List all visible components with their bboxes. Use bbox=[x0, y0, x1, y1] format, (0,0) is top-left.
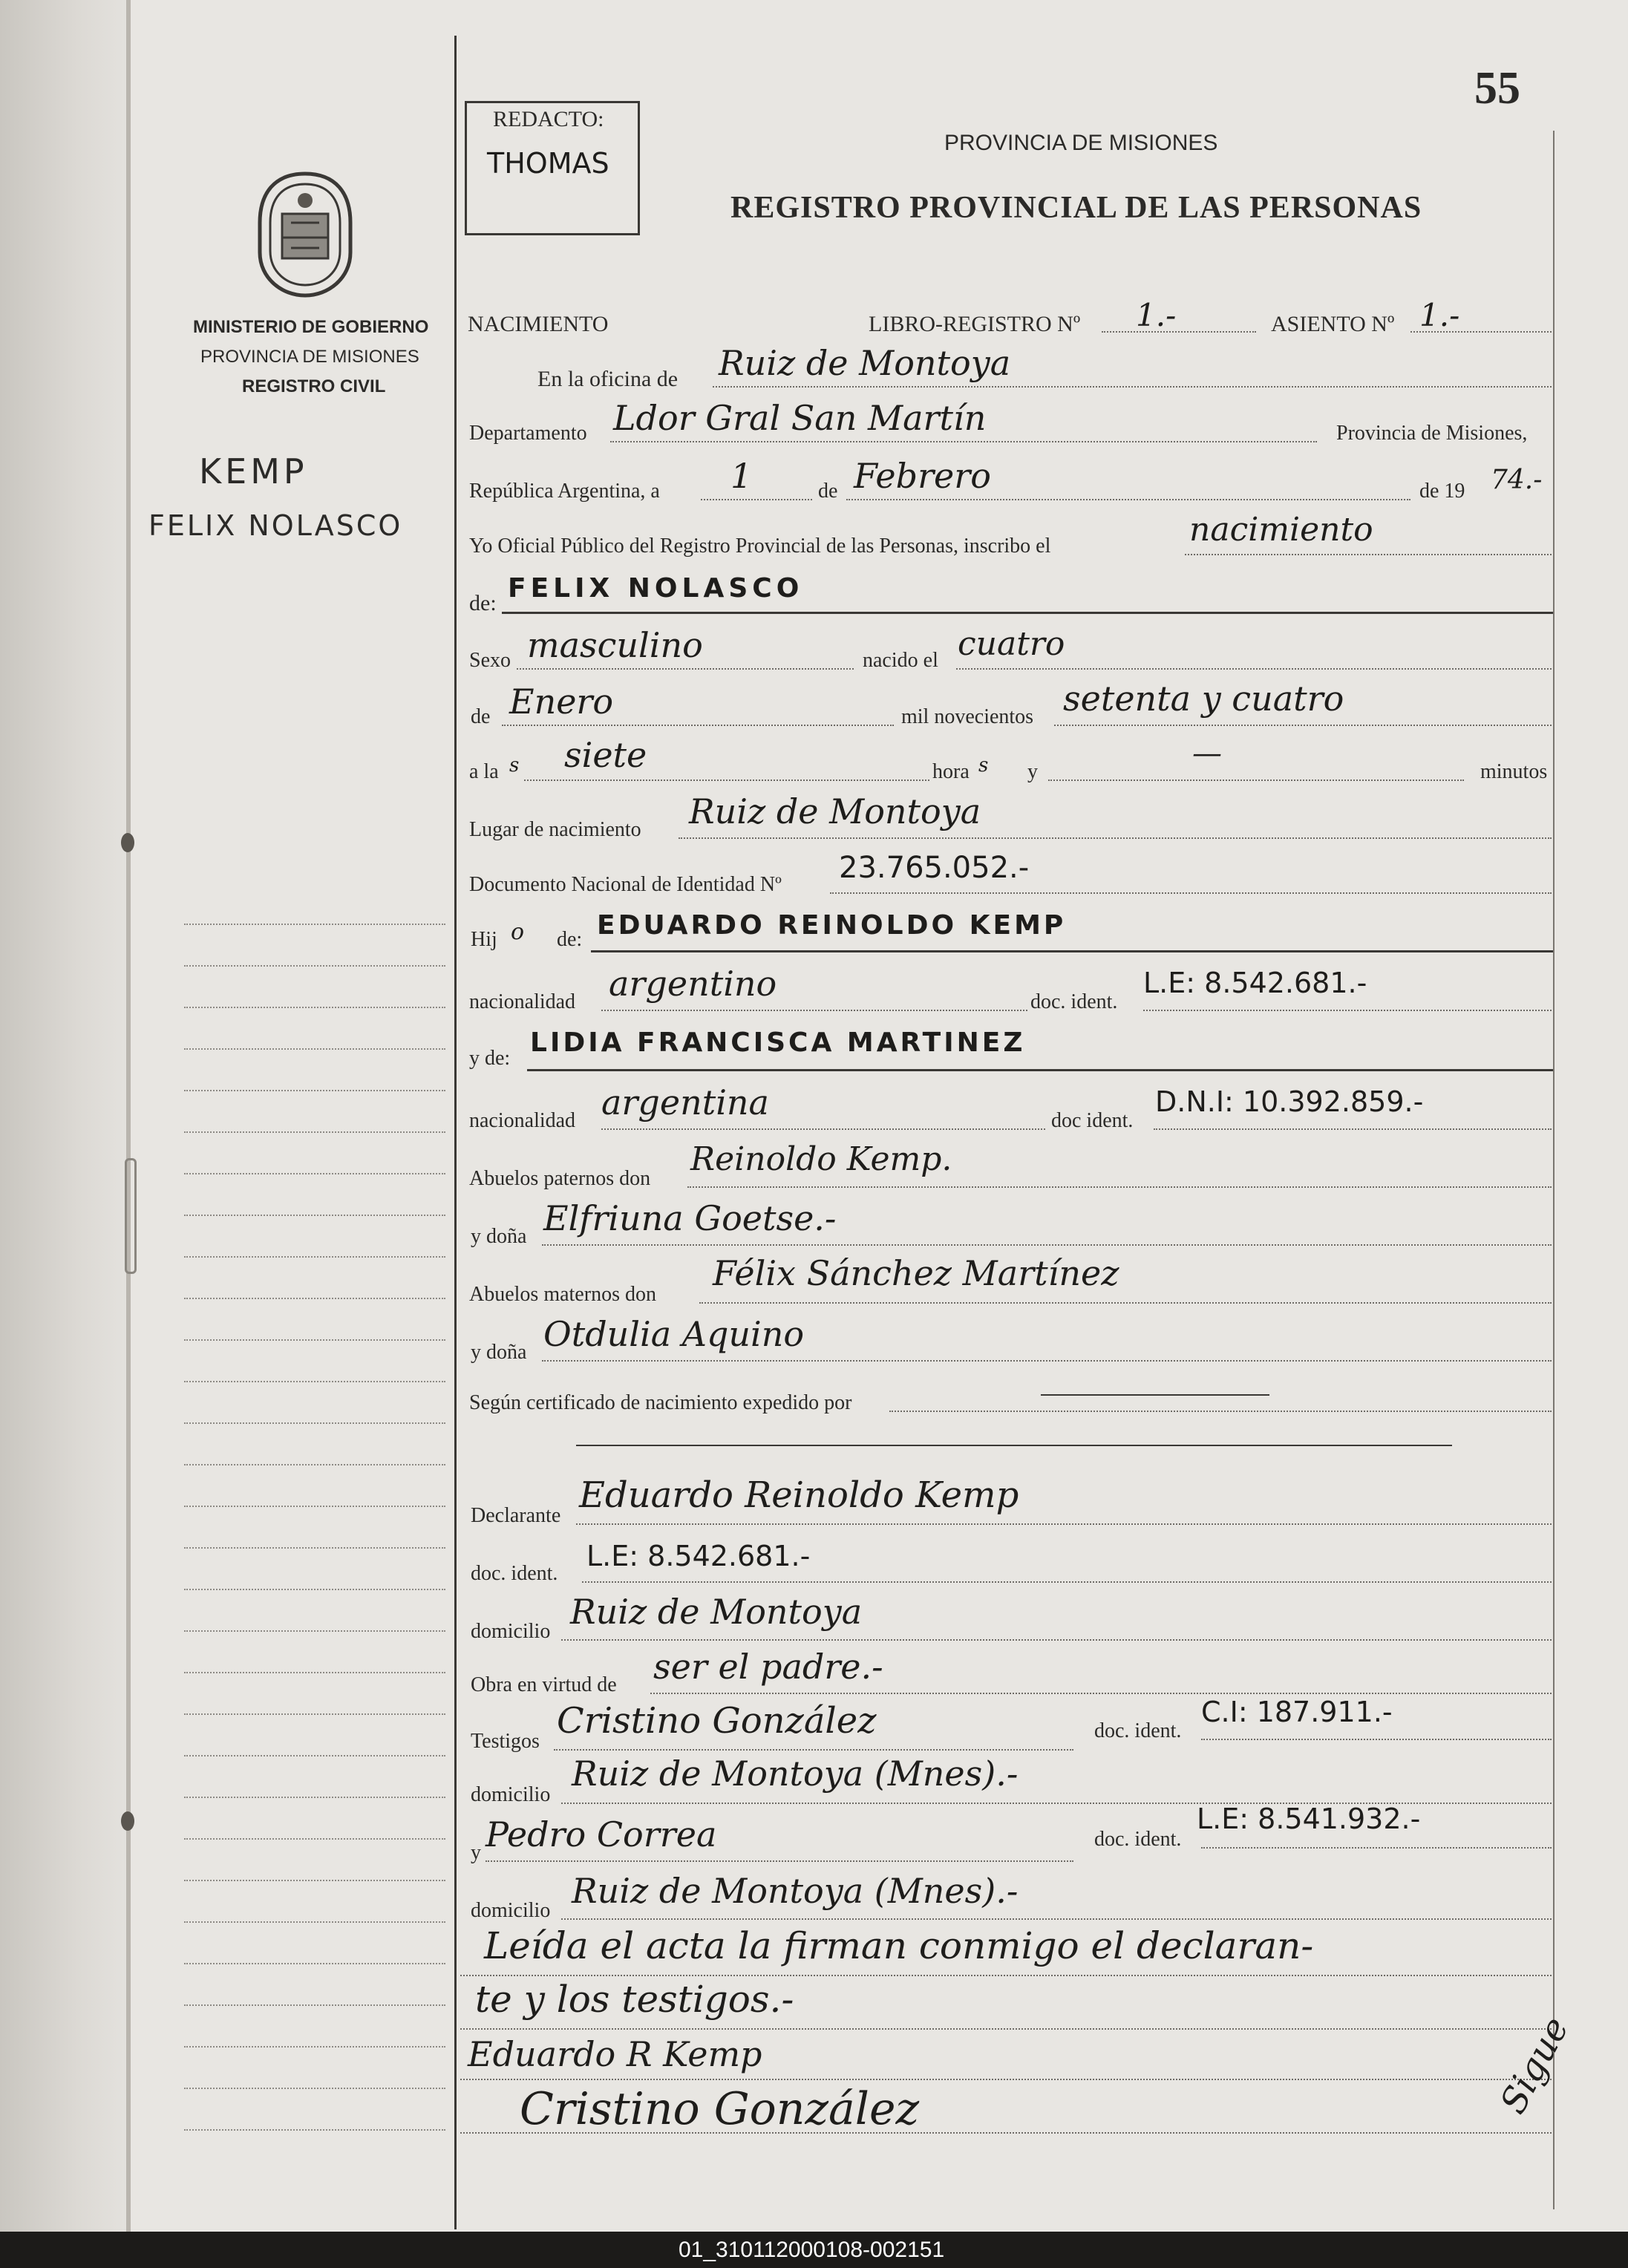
inscribo-dotline bbox=[1185, 554, 1552, 555]
margin-surname: KEMP bbox=[199, 451, 308, 491]
madre-nac-value: argentina bbox=[601, 1082, 769, 1122]
oficina-value: Ruiz de Montoya bbox=[719, 343, 1011, 383]
testigos-label: Testigos bbox=[471, 1730, 540, 1753]
provincia-label: Provincia de Misiones, bbox=[1336, 422, 1528, 445]
closing-2-dotline bbox=[460, 2028, 1552, 2030]
spine-edge bbox=[126, 0, 131, 2232]
ala-label: a la bbox=[469, 760, 499, 783]
obra-value: ser el padre.- bbox=[653, 1647, 883, 1687]
abuelos-mat-label: Abuelos maternos don bbox=[469, 1283, 656, 1306]
abuelo-mat-value: Félix Sánchez Martínez bbox=[713, 1253, 1119, 1293]
horas-label: hora bbox=[932, 760, 970, 783]
decl-doc-label: doc. ident. bbox=[471, 1562, 558, 1585]
ministry-line-3: REGISTRO CIVIL bbox=[242, 376, 386, 396]
testigo2-doc-label: doc. ident. bbox=[1094, 1828, 1182, 1851]
hijo-de-label: de: bbox=[557, 928, 583, 951]
oficial-text: Yo Oficial Público del Registro Provincial de las Personas, inscribo el bbox=[469, 535, 1051, 558]
testigo1-dotline bbox=[554, 1749, 1073, 1751]
madre-value: LIDIA FRANCISCA MARTINEZ bbox=[530, 1027, 1026, 1058]
closing-line-2: te y los testigos.- bbox=[475, 1978, 794, 2021]
madre-line bbox=[527, 1069, 1553, 1071]
closing-line-1: Leída el acta la firman conmigo el declaran- bbox=[484, 1924, 1314, 1967]
segun-dotline bbox=[889, 1411, 1552, 1412]
nombre-value: FELIX NOLASCO bbox=[508, 573, 804, 604]
testigo2-doc-value: L.E: 8.541.932.- bbox=[1197, 1803, 1421, 1835]
y2-label: y bbox=[471, 1841, 481, 1864]
mes-nac-dotline bbox=[502, 725, 894, 726]
hijo-label: Hij bbox=[471, 928, 497, 951]
testigo2-dom-value: Ruiz de Montoya (Mnes).- bbox=[572, 1871, 1019, 1911]
minutos-value: — bbox=[1192, 736, 1222, 771]
page-number: 55 bbox=[1474, 63, 1520, 114]
abuelos-pat-label: Abuelos paternos don bbox=[469, 1167, 651, 1190]
segun-underline bbox=[1041, 1394, 1269, 1396]
book-spine bbox=[0, 0, 130, 2232]
decl-dom-label: domicilio bbox=[471, 1620, 551, 1643]
padre-doc-dotline bbox=[1143, 1010, 1552, 1011]
ydona2-label: y doña bbox=[471, 1341, 527, 1364]
redacto-name: THOMAS bbox=[487, 147, 609, 180]
horas-suffix: s bbox=[978, 754, 989, 777]
libro-dotline bbox=[1102, 331, 1256, 333]
testigo1-value: Cristino González bbox=[557, 1700, 877, 1742]
testigo1-dom-label: domicilio bbox=[471, 1783, 551, 1806]
provincial-seal-icon bbox=[254, 171, 356, 298]
abuela-pat-value: Elfriuna Goetse.- bbox=[543, 1198, 837, 1238]
dia-value: 1 bbox=[730, 456, 753, 496]
obra-label: Obra en virtud de bbox=[471, 1673, 617, 1696]
signature-declarante: Eduardo R Kemp bbox=[468, 2034, 762, 2074]
nacido-dotline bbox=[956, 668, 1552, 670]
binding-hole bbox=[121, 1811, 134, 1831]
padre-doc-value: L.E: 8.542.681.- bbox=[1143, 967, 1367, 999]
padre-value: EDUARDO REINOLDO KEMP bbox=[597, 910, 1067, 941]
anio-nac-dotline bbox=[1054, 725, 1552, 726]
yde-label: y de: bbox=[469, 1047, 511, 1070]
ydona-label: y doña bbox=[471, 1225, 527, 1248]
testigo1-doc-dotline bbox=[1201, 1739, 1552, 1740]
decl-doc-value: L.E: 8.542.681.- bbox=[586, 1540, 811, 1572]
binding-hole bbox=[121, 833, 134, 852]
mes-nac-value: Enero bbox=[509, 682, 614, 722]
madre-doc-label: doc ident. bbox=[1051, 1109, 1134, 1132]
abuela-pat-dotline bbox=[542, 1244, 1552, 1246]
departamento-dotline bbox=[610, 441, 1317, 442]
dia-dotline bbox=[701, 499, 812, 500]
minutos-label: minutos bbox=[1480, 760, 1548, 783]
declarante-dotline bbox=[576, 1523, 1552, 1525]
testigo2-dotline bbox=[486, 1860, 1073, 1862]
padre-nac-value: argentino bbox=[609, 964, 777, 1004]
declarante-label: Declarante bbox=[471, 1504, 561, 1527]
lugar-label: Lugar de nacimiento bbox=[469, 818, 641, 841]
abuela-mat-dotline bbox=[542, 1360, 1552, 1362]
declarante-value: Eduardo Reinoldo Kemp bbox=[579, 1474, 1019, 1516]
abuelo-pat-value: Reinoldo Kemp. bbox=[690, 1140, 952, 1178]
dni-value: 23.765.052.- bbox=[839, 851, 1030, 885]
republica-label: República Argentina, a bbox=[469, 480, 660, 503]
padre-line bbox=[591, 950, 1553, 952]
hora-value: siete bbox=[564, 735, 647, 775]
nacido-value: cuatro bbox=[958, 625, 1065, 663]
abuela-mat-value: Otdulia Aquino bbox=[543, 1314, 805, 1354]
sexo-label: Sexo bbox=[469, 649, 511, 672]
abuelo-mat-dotline bbox=[699, 1302, 1552, 1304]
decl-doc-dotline bbox=[582, 1581, 1552, 1583]
de3-label: de bbox=[471, 705, 491, 728]
asiento-label: ASIENTO Nº bbox=[1271, 312, 1395, 336]
inscribo-value: nacimiento bbox=[1189, 511, 1373, 549]
testigo1-dom-value: Ruiz de Montoya (Mnes).- bbox=[572, 1754, 1019, 1794]
anio-nac-value: setenta y cuatro bbox=[1063, 679, 1344, 719]
y-label: y bbox=[1027, 760, 1038, 783]
libro-value: 1.- bbox=[1136, 297, 1177, 333]
footer-id: 01_310112000108-002151 bbox=[679, 2238, 945, 2262]
ala-suffix: s bbox=[509, 754, 520, 777]
madre-doc-dotline bbox=[1154, 1128, 1552, 1130]
closing-1-dotline bbox=[460, 1975, 1552, 1976]
libro-label: LIBRO-REGISTRO Nº bbox=[869, 312, 1081, 336]
testigo2-dom-dotline bbox=[561, 1918, 1552, 1920]
lugar-dotline bbox=[679, 837, 1552, 839]
madre-nac-label: nacionalidad bbox=[469, 1109, 576, 1132]
mil-label: mil novecientos bbox=[901, 705, 1034, 728]
footer-bar bbox=[0, 2232, 1628, 2268]
decl-dom-dotline bbox=[561, 1639, 1552, 1641]
anio-value: 74.- bbox=[1491, 465, 1543, 495]
oficina-dotline bbox=[713, 386, 1552, 388]
frame-right-line bbox=[1553, 131, 1555, 2209]
nacido-label: nacido el bbox=[863, 649, 938, 672]
testigo2-dom-label: domicilio bbox=[471, 1899, 551, 1922]
dni-label: Documento Nacional de Identidad Nº bbox=[469, 873, 782, 896]
binding-stitch bbox=[125, 1158, 137, 1274]
blank-line bbox=[576, 1445, 1452, 1446]
testigo2-doc-dotline bbox=[1201, 1847, 1552, 1849]
padre-nac-dotline bbox=[601, 1010, 1027, 1011]
testigo2-value: Pedro Correa bbox=[486, 1814, 717, 1854]
mes-value: Febrero bbox=[854, 456, 991, 496]
obra-dotline bbox=[650, 1693, 1552, 1694]
testigo1-doc-label: doc. ident. bbox=[1094, 1719, 1182, 1742]
sigue-note: Sigue bbox=[1492, 2010, 1578, 2121]
abuelo-pat-dotline bbox=[687, 1186, 1552, 1188]
frame-left-line bbox=[454, 36, 457, 2229]
de-label: de bbox=[818, 480, 838, 503]
ministry-line-2: PROVINCIA DE MISIONES bbox=[200, 347, 419, 367]
oficina-label: En la oficina de bbox=[537, 367, 679, 391]
departamento-value: Ldor Gral San Martín bbox=[613, 398, 987, 438]
padre-doc-label: doc. ident. bbox=[1030, 990, 1118, 1013]
sexo-dotline bbox=[517, 668, 854, 670]
ministry-line-1: MINISTERIO DE GOBIERNO bbox=[193, 317, 429, 337]
decl-dom-value: Ruiz de Montoya bbox=[570, 1592, 863, 1632]
sexo-value: masculino bbox=[527, 625, 703, 665]
segun-label: Según certificado de nacimiento expedido por bbox=[469, 1391, 852, 1414]
madre-doc-value: D.N.I: 10.392.859.- bbox=[1155, 1085, 1424, 1118]
firma-1-dotline bbox=[460, 2079, 1552, 2080]
margin-given-names: FELIX NOLASCO bbox=[148, 509, 403, 542]
padre-nac-label: nacionalidad bbox=[469, 990, 576, 1013]
hora-dotline bbox=[524, 780, 929, 781]
departamento-label: Departamento bbox=[469, 422, 587, 445]
testigo1-doc-value: C.I: 187.911.- bbox=[1201, 1696, 1393, 1728]
asiento-value: 1.- bbox=[1419, 297, 1460, 333]
lugar-value: Ruiz de Montoya bbox=[689, 791, 981, 831]
anio-label: de 19 bbox=[1419, 480, 1465, 503]
signature-testigo: Cristino González bbox=[520, 2083, 920, 2135]
minutos-dotline bbox=[1048, 780, 1464, 781]
header-registry: REGISTRO PROVINCIAL DE LAS PERSONAS bbox=[730, 191, 1422, 225]
de2-label: de: bbox=[469, 591, 497, 615]
dni-dotline bbox=[830, 892, 1552, 894]
header-province: PROVINCIA DE MISIONES bbox=[944, 131, 1218, 155]
hijo-suffix: o bbox=[511, 919, 525, 945]
madre-nac-dotline bbox=[601, 1128, 1045, 1130]
redacto-label: REDACTO: bbox=[493, 107, 604, 131]
nombre-line bbox=[502, 612, 1553, 614]
record-type-label: NACIMIENTO bbox=[468, 312, 609, 336]
mes-dotline bbox=[846, 499, 1410, 500]
